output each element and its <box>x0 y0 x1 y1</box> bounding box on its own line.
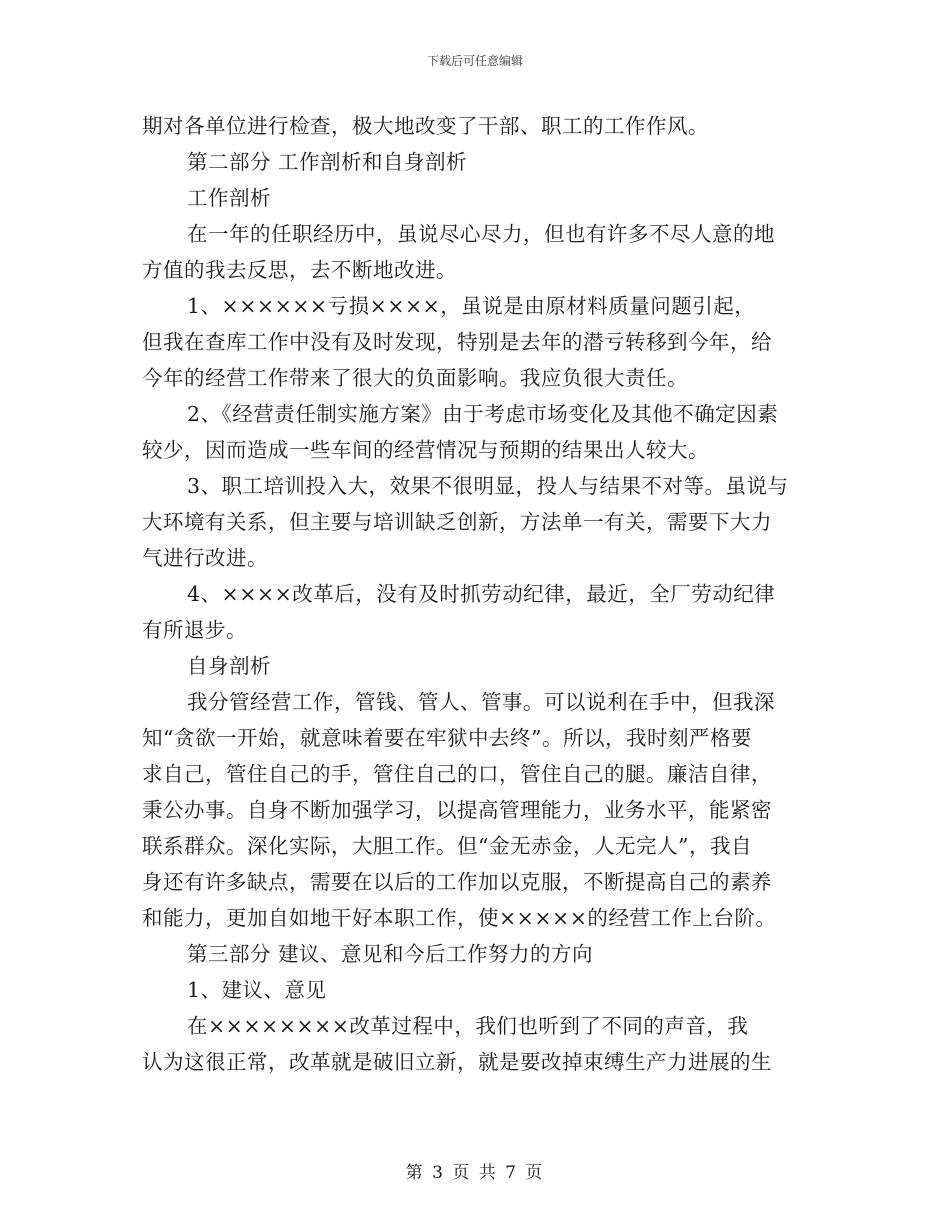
text-line: 1、建议、意见 <box>187 978 327 1002</box>
text-line: 在一年的任职经历中，虽说尽心尽力，但也有许多不尽人意的地 <box>187 222 775 246</box>
text-line: 和能力，更加自如地干好本职工作，使×××××的经营工作上台阶。 <box>142 906 777 930</box>
text-line: 方值的我去反思，去不断地改进。 <box>142 258 457 282</box>
page-footer: 第 3 页 共 7 页 <box>405 1163 545 1183</box>
text-line: 期对各单位进行检查，极大地改变了干部、职工的工作作风。 <box>142 114 709 138</box>
document-body <box>142 108 806 1080</box>
text-line: 工作剖析 <box>187 186 271 210</box>
text-line: 认为这很正常，改革就是破旧立新，就是要改掉束缚生产力进展的生 <box>142 1050 772 1074</box>
text-line: 2、《经营责任制实施方案》由于考虑市场变化及其他不确定因素 <box>187 402 779 426</box>
text-line: 但我在查库工作中没有及时发现，特别是去年的潜亏转移到今年，给 <box>142 330 772 354</box>
text-line: 我分管经营工作，管钱、管人、管事。可以说利在手中，但我深 <box>187 690 775 714</box>
text-line: 有所退步。 <box>142 618 247 642</box>
page-header: 下载后可任意编辑 <box>426 54 523 68</box>
text-line: 身还有许多缺点，需要在以后的工作加以克服，不断提高自己的素养 <box>142 870 772 894</box>
text-line: 秉公办事。自身不断加强学习，以提高管理能力，业务水平，能紧密 <box>142 798 772 822</box>
text-line: 3、职工培训投入大，效果不很明显，投人与结果不对等。虽说与 <box>187 474 789 498</box>
text-line: 知“贪欲一开始，就意味着要在牢狱中去终”。所以，我时刻严格要 <box>142 726 752 750</box>
text-line: 联系群众。深化实际，大胆工作。但“金无赤金，人无完人”，我自 <box>142 834 752 858</box>
text-line: 4、××××改革后，没有及时抓劳动纪律，最近，全厂劳动纪律 <box>187 582 776 606</box>
text-line: 较少，因而造成一些车间的经营情况与预期的结果出人较大。 <box>142 438 709 462</box>
text-line: 气进行改进。 <box>142 546 268 570</box>
text-line: 求自己，管住自己的手，管住自己的口，管住自己的腿。廉洁自律， <box>142 762 772 786</box>
text-line: 第二部分 工作剖析和自身剖析 <box>187 150 468 174</box>
text-line: 自身剖析 <box>187 654 271 678</box>
text-line: 大环境有关系，但主要与培训缺乏创新，方法单一有关，需要下大力 <box>142 510 772 534</box>
text-line: 第三部分 建议、意见和今后工作努力的方向 <box>187 942 594 966</box>
text-line: 今年的经营工作带来了很大的负面影响。我应负很大责任。 <box>142 366 688 390</box>
text-line: 在××××××××改革过程中，我们也听到了不同的声音，我 <box>187 1014 749 1038</box>
text-line: 1、××××××亏损××××，虽说是由原材料质量问题引起， <box>187 294 756 318</box>
